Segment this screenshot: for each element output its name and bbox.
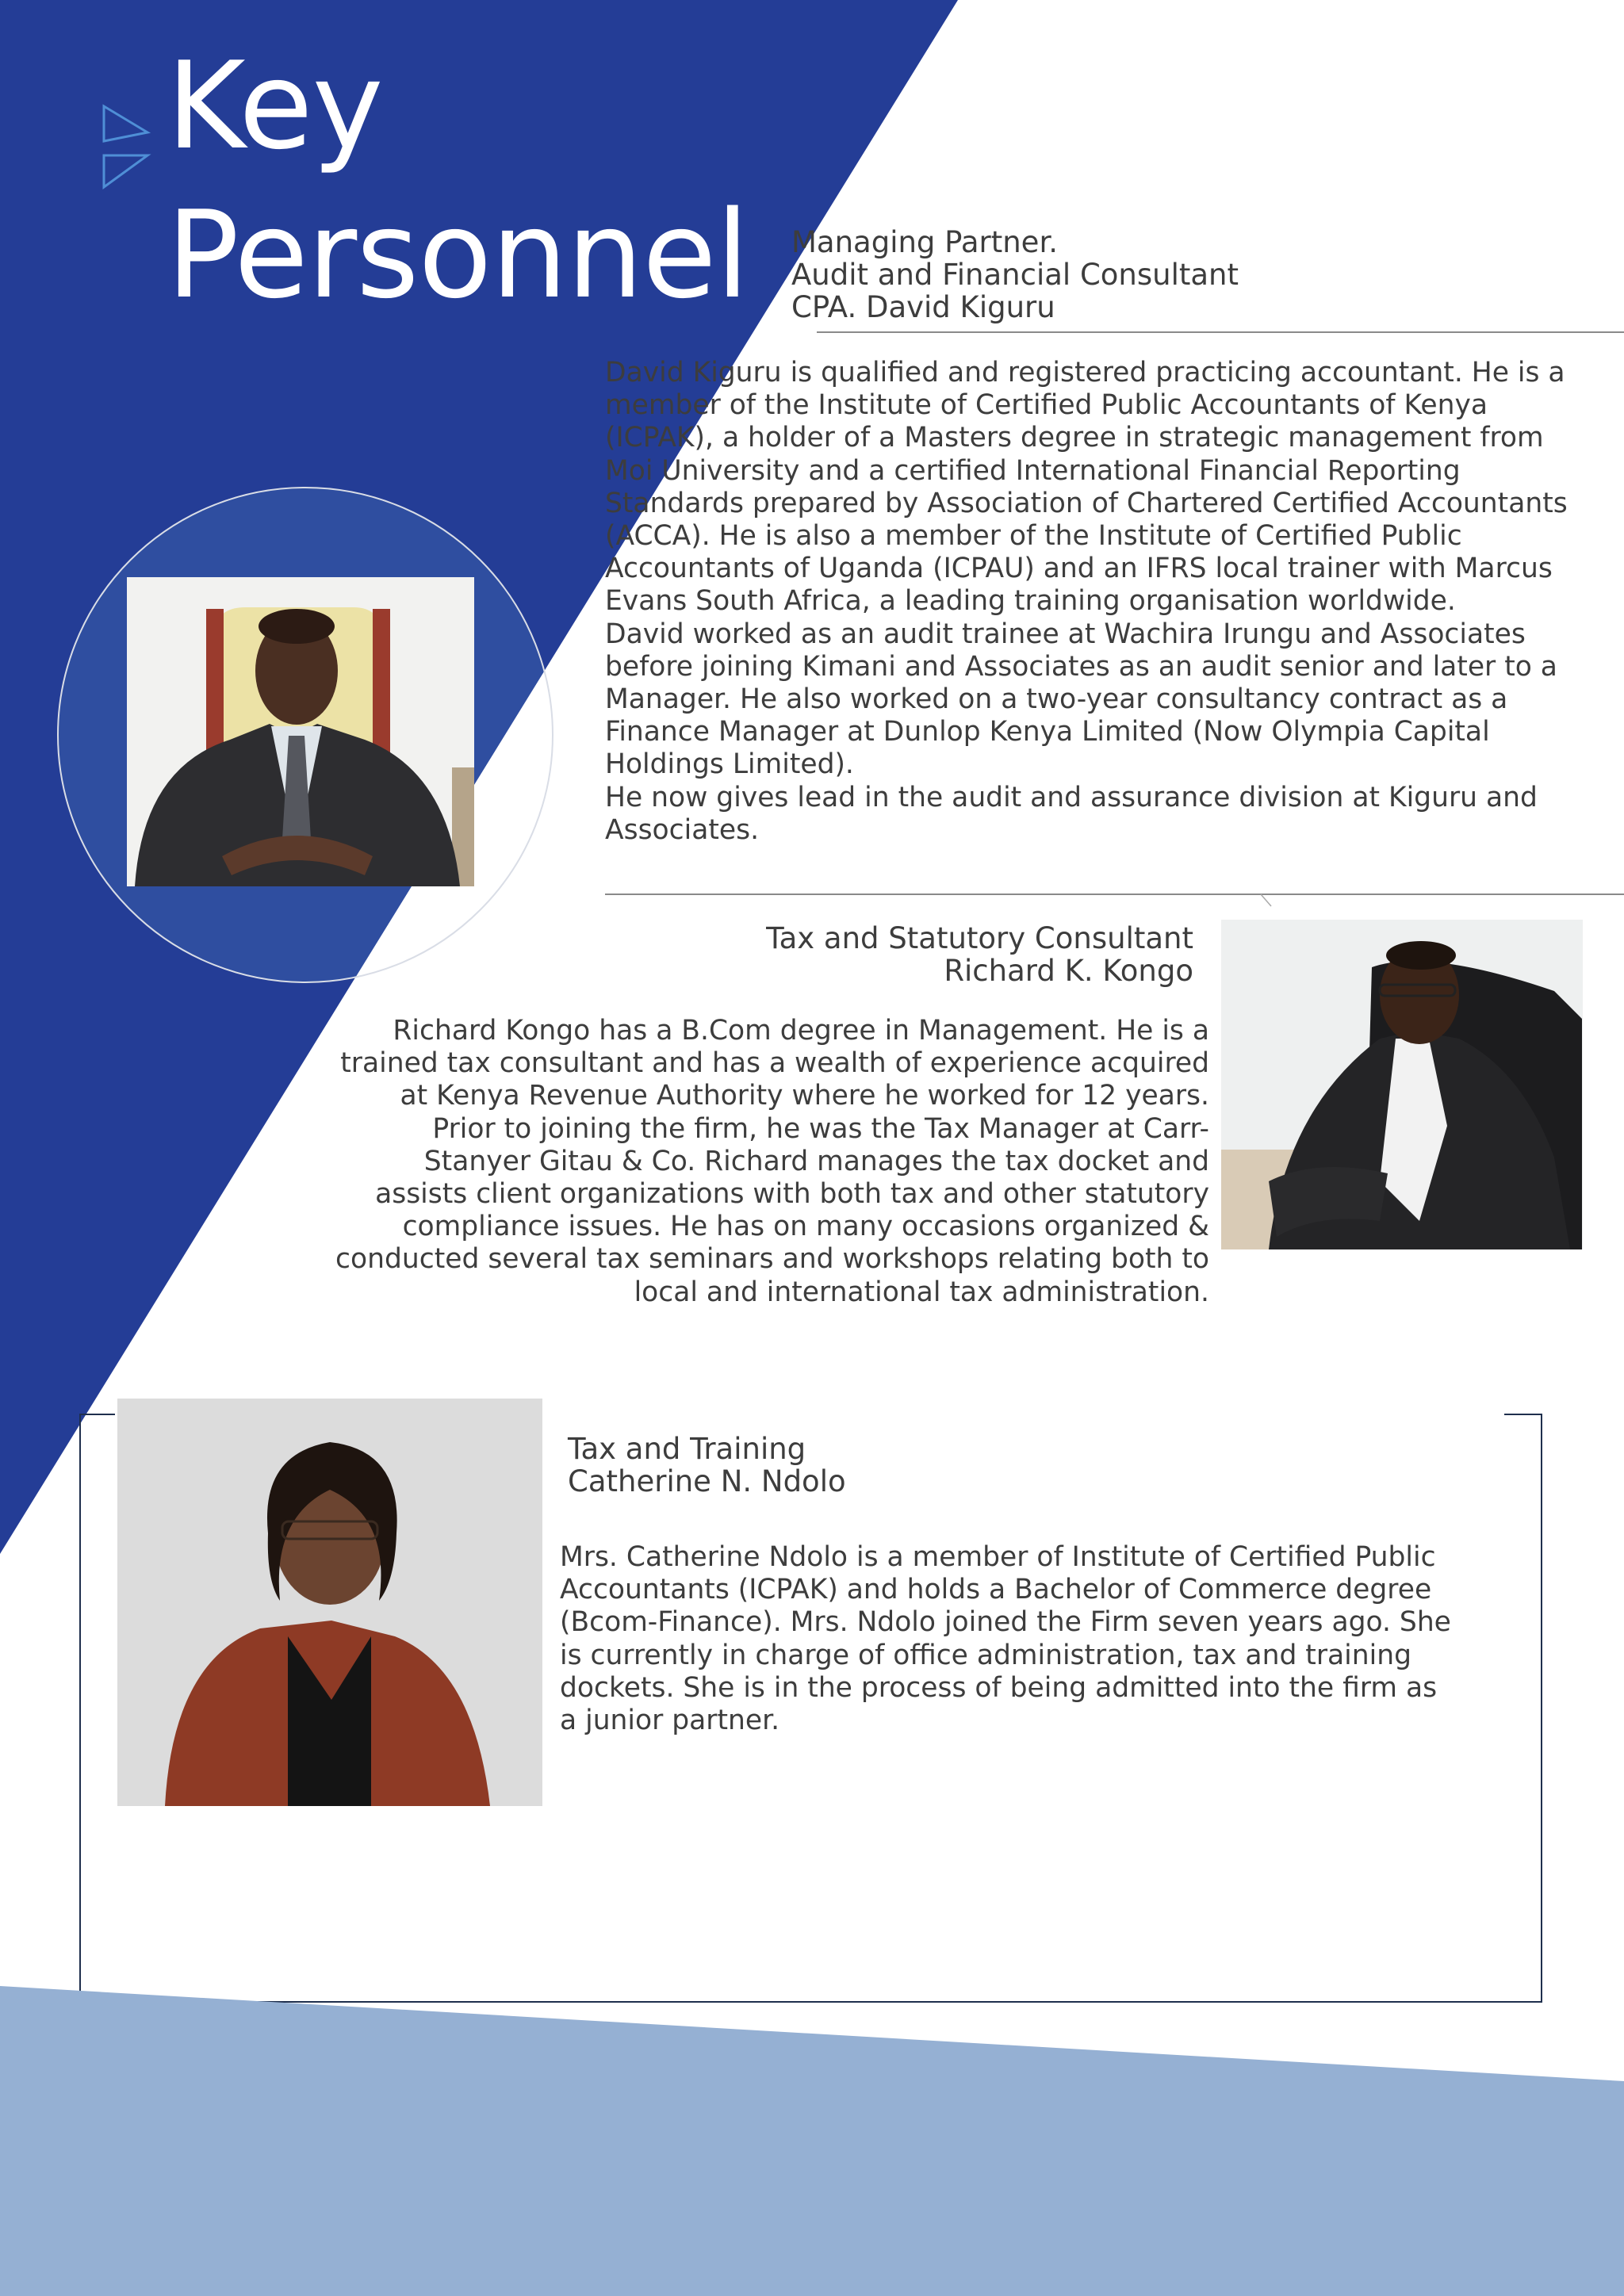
person-3-bio	[560, 1541, 1452, 1737]
bio-paragraph: David Kiguru is qualified and registered practicing accountant. He is a member of the Institute of Certified Public Accountants of Kenya (ICPAK), a holder of a Masters degree in strategic management from Moi University and a certified International Financial Reporting Standards prepared by Association of Chartered Certified Accountants (ACCA). He is also a member of the Institute of Certified Public Accountants of Uganda (ICPAU) and an IFRS local trainer with Marcus Evans South Africa, a leading training organisation worldwide.	[605, 357, 1568, 618]
page-title	[167, 32, 749, 330]
bottom-blue-band	[0, 1986, 1624, 2296]
person-2-photo	[1221, 920, 1583, 1249]
person-2-header	[619, 922, 1193, 987]
person-1-bio	[605, 357, 1600, 847]
person-1-header	[791, 226, 1239, 323]
bio-paragraph: David worked as an audit trainee at Wachira Irungu and Associates before joining Kimani and Associates as an audit senior and later to a Manager. He also worked on a two-year consultancy contract as a Finance Manager at Dunlop Kenya Limited (Now Olympia Capital Holdings Limited).	[605, 618, 1557, 781]
person-3-photo	[117, 1399, 542, 1806]
bio-paragraph: He now gives lead in the audit and assurance division at Kiguru and Associates.	[605, 781, 1538, 846]
bio-paragraph: Richard Kongo has a B.Com degree in Management. He is a trained tax consultant and has a wealth of experience acquired at Kenya Revenue Authority where he worked for 12 years. Prior to joining the firm, he was the Tax Manager at Carr-Stanyer Gitau & Co. Richard manages the tax docket and assists client organizations with both tax and other statutory compliance issues. He has on many occasions organized & conducted several tax seminars and workshops relating both to local and international tax administration.	[335, 1015, 1209, 1308]
person-1-name: CPA. David Kiguru	[791, 290, 1055, 324]
person-3-name: Catherine N. Ndolo	[568, 1464, 846, 1498]
person-3-header	[568, 1433, 846, 1498]
person-2-bio	[333, 1015, 1209, 1309]
person-2-name: Richard K. Kongo	[944, 954, 1193, 988]
divider-tick	[1261, 894, 1271, 906]
person-1-role-2: Audit and Financial Consultant	[791, 258, 1239, 292]
person-1-photo	[127, 577, 474, 886]
title-line-1: Key	[167, 36, 383, 176]
person-1-role: Managing Partner.	[791, 225, 1059, 259]
bio-paragraph: Mrs. Catherine Ndolo is a member of Institute of Certified Public Accountants (ICPAK) and holds a Bachelor of Commerce degree (Bcom-Finance). Mrs. Ndolo joined the Firm seven years ago. She is currently in charge of office administration, tax and training dockets. She is in the process of being admitted into the firm as a junior partner.	[560, 1541, 1451, 1737]
title-line-2: Personnel	[167, 185, 749, 325]
person-3-role: Tax and Training	[568, 1432, 806, 1466]
person-2-role: Tax and Statutory Consultant	[766, 921, 1193, 955]
